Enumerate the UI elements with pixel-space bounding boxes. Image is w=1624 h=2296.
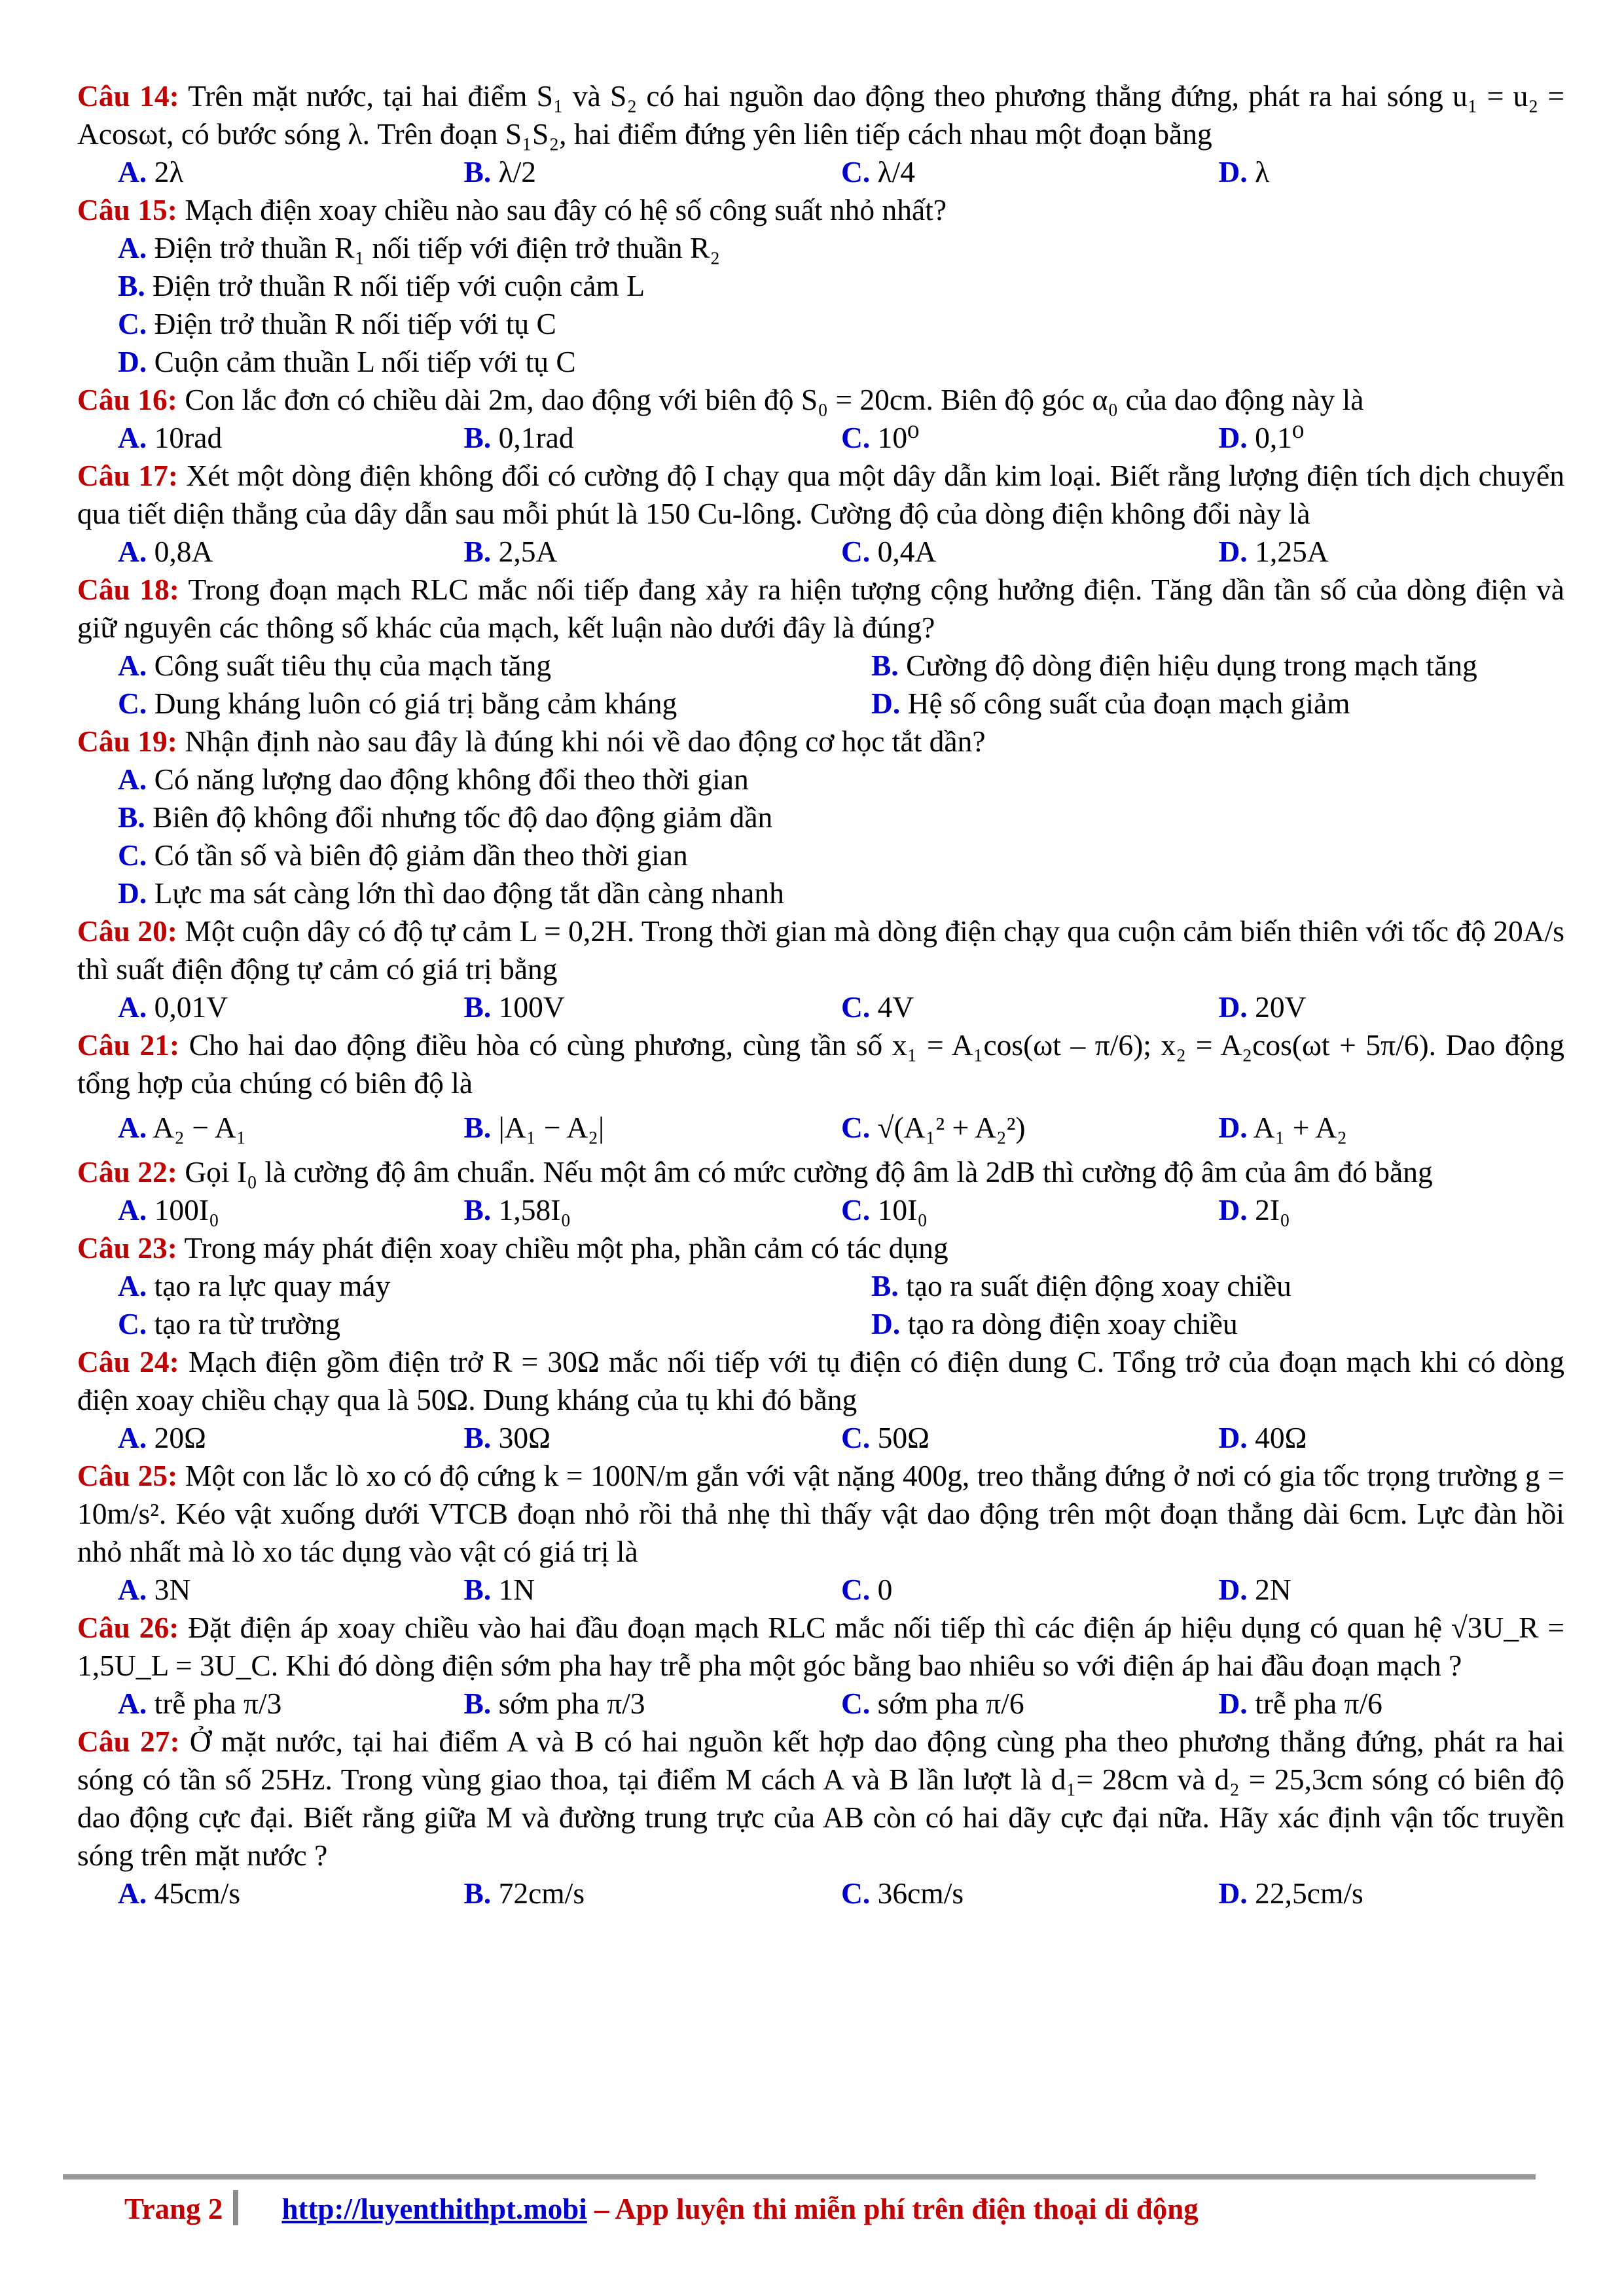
answer-option[interactable] [871,685,1350,723]
option-letter: D. [871,687,901,720]
question-text: Đặt điện áp xoay chiều vào hai đầu đoạn mạch RLC mắc nối tiếp thì các điện áp hiệu dụng có quan hệ √3U_R = 1,5U_L = 3U_C. Khi đó dòng điện sớm pha hay trễ pha một góc bằng bao nhiêu so với điện áp hai đầu đoạn mạch ? [77,1611,1564,1682]
answer-option[interactable] [118,533,463,571]
option-letter: D. [1218,421,1248,454]
question [77,77,1564,191]
answer-option[interactable] [463,1571,841,1609]
answer-option[interactable] [118,343,1564,381]
answer-option[interactable] [871,647,1477,685]
answer-option[interactable] [118,419,463,457]
option-text: 72cm/s [491,1876,585,1910]
option-letter: C. [118,1307,147,1340]
option-letter: B. [463,1193,492,1227]
option-text: 4V [870,990,914,1024]
option-text: 0,4A [870,535,937,568]
option-letter: C. [841,1111,871,1144]
answer-option[interactable] [118,685,871,723]
option-letter: D. [871,1307,901,1340]
option-letter: A. [118,990,147,1024]
option-text: Công suất tiêu thụ của mạch tăng [147,649,552,682]
option-letter: B. [463,1876,492,1910]
option-letter: B. [463,1111,492,1144]
option-letter: B. [118,800,145,834]
answer-option[interactable] [463,419,841,457]
answer-option[interactable] [118,798,1564,836]
answer-options [77,988,1564,1026]
answer-option[interactable] [118,1267,871,1305]
footer-tagline: – App luyện thi miễn phí trên điện thoại di động [586,2193,1199,2225]
question-text: Trong đoạn mạch RLC mắc nối tiếp đang xảy ra hiện tượng cộng hưởng điện. Tăng dần tần số của dòng điện và giữ nguyên các thông số khác của mạch, kết luận nào dưới đây là đúng? [77,573,1564,644]
option-text: Có tần số và biên độ giảm dần theo thời gian [147,838,688,872]
option-letter: C. [841,1687,871,1720]
option-text: √(A₁² + A₂²) [870,1111,1026,1144]
option-text: 0,1⁰ [1247,421,1305,454]
question-number: Câu 18: [77,573,179,606]
question-number: Câu 27: [77,1725,180,1758]
option-text: 1,58I₀ [491,1193,571,1227]
option-text: 22,5cm/s [1247,1876,1363,1910]
question [77,191,1564,381]
answer-option[interactable] [463,153,841,191]
answer-option[interactable] [1219,1102,1564,1153]
question-stem [77,1153,1564,1191]
option-letter: A. [118,1687,147,1720]
question [77,1457,1564,1609]
answer-options [77,1419,1564,1457]
answer-option[interactable] [871,1305,1238,1343]
answer-option[interactable] [118,988,463,1026]
option-text: A₂ − A₁ [147,1111,247,1144]
option-letter: D. [1218,1573,1248,1606]
option-letter: A. [118,762,147,796]
option-text: trễ pha π/3 [147,1687,282,1720]
option-text: 2,5A [491,535,558,568]
option-text: λ/4 [870,155,916,188]
option-text: tạo ra suất điện động xoay chiều [898,1269,1291,1302]
option-letter: C. [118,307,147,340]
answer-options [77,798,1564,836]
option-letter: C. [118,687,147,720]
option-text: 20V [1247,990,1307,1024]
answer-option[interactable] [463,988,841,1026]
answer-option[interactable] [118,836,1564,874]
question-list [77,77,1564,1912]
answer-option[interactable] [118,1102,463,1153]
option-text: A₁ + A₂ [1247,1111,1347,1144]
question-stem [77,77,1564,153]
option-letter: B. [871,1269,899,1302]
option-text: 2I₀ [1247,1193,1290,1227]
answer-options [77,1102,1564,1153]
option-letter: C. [841,535,871,568]
option-letter: B. [463,1573,492,1606]
footer-link[interactable]: http://luyenthithpt.mobi [281,2193,587,2225]
option-letter: A. [118,1573,147,1606]
question-text: Gọi I₀ là cường độ âm chuẩn. Nếu một âm có mức cường độ âm là 2dB thì cường độ âm của âm đó bằng [177,1155,1433,1189]
answer-option[interactable] [841,1191,1219,1229]
answer-option[interactable] [118,1419,463,1457]
option-text: 10⁰ [870,421,920,454]
question-stem [77,191,1564,229]
option-letter: A. [118,155,147,188]
option-text: Điện trở thuần R nối tiếp với tụ C [147,307,556,340]
option-text: 20Ω [147,1421,206,1454]
option-letter: A. [118,535,147,568]
option-letter: A. [118,1269,147,1302]
option-letter: B. [463,535,492,568]
answer-option[interactable] [841,988,1219,1026]
page-number: Trang 2 [124,2193,223,2225]
question-stem [77,912,1564,988]
answer-options [77,267,1564,305]
answer-option[interactable] [118,874,1564,912]
question [77,571,1564,723]
answer-option[interactable] [1219,1685,1564,1723]
option-letter: A. [118,421,147,454]
question-number: Câu 25: [77,1459,178,1492]
answer-options [77,229,1564,267]
answer-options [77,419,1564,457]
option-letter: D. [1218,155,1248,188]
answer-option[interactable] [118,1874,463,1912]
question-text: Con lắc đơn có chiều dài 2m, dao động với biên độ S₀ = 20cm. Biên độ góc α₀ của dao động này là [177,383,1364,416]
option-letter: C. [841,990,871,1024]
option-text: Cuộn cảm thuần L nối tiếp với tụ C [147,345,576,378]
option-text: Điện trở thuần R₁ nối tiếp với điện trở thuần R₂ [147,231,721,264]
option-text: 0,8A [147,535,213,568]
question-number: Câu 17: [77,459,178,492]
question-number: Câu 24: [77,1345,179,1378]
option-text: 10rad [147,421,223,454]
answer-option[interactable] [463,533,841,571]
answer-option[interactable] [118,1685,463,1723]
question [77,723,1564,912]
answer-options [77,1267,1564,1305]
option-text: 100I₀ [147,1193,219,1227]
option-text: tạo ra từ trường [147,1307,340,1340]
option-text: 2N [1247,1573,1291,1606]
option-letter: A. [118,1111,147,1144]
answer-options [77,647,1564,685]
option-letter: B. [463,421,492,454]
question [77,1723,1564,1912]
question-text: Một con lắc lò xo có độ cứng k = 100N/m gắn với vật nặng 400g, treo thẳng đứng ở nơi có gia tốc trọng trường g = 10m/s². Kéo vật xuống dưới VTCB đoạn nhỏ rồi thả nhẹ thì thấy vật dao động trên một đoạn thẳng dài 6cm. Lực đàn hồi nhỏ nhất mà lò xo tác dụng vào vật có giá trị là [77,1459,1564,1568]
option-letter: C. [841,421,871,454]
option-text: 2λ [147,155,184,188]
answer-options [77,153,1564,191]
question-stem [77,723,1564,761]
option-letter: D. [118,345,147,378]
option-letter: C. [118,838,147,872]
option-text: 36cm/s [870,1876,964,1910]
question-stem [77,1457,1564,1571]
answer-option[interactable] [1219,1571,1564,1609]
option-text: sớm pha π/6 [870,1687,1024,1720]
option-text: λ/2 [491,155,537,188]
option-letter: D. [1218,1111,1248,1144]
question-text: Cho hai dao động điều hòa có cùng phương, cùng tần số x₁ = A₁cos(ωt – π/6); x₂ = A₂cos(ωt + 5π/6). Dao động tổng hợp của chúng có biên độ là [77,1028,1564,1100]
answer-option[interactable] [118,1571,463,1609]
option-letter: A. [118,231,147,264]
option-text: 10I₀ [870,1193,928,1227]
answer-options [77,1571,1564,1609]
question-text: Trong máy phát điện xoay chiều một pha, phần cảm có tác dụng [177,1231,948,1265]
question [77,1229,1564,1343]
question-number: Câu 14: [77,79,179,113]
answer-options [77,874,1564,912]
option-text: tạo ra lực quay máy [147,1269,391,1302]
answer-option[interactable] [841,533,1219,571]
option-letter: A. [118,1193,147,1227]
question-number: Câu 20: [77,914,177,948]
question-text: Nhận định nào sau đây là đúng khi nói về dao động cơ học tắt dần? [177,725,986,758]
question-number: Câu 16: [77,383,177,416]
answer-option[interactable] [1219,533,1564,571]
option-text: Lực ma sát càng lớn thì dao động tắt dần càng nhanh [147,876,784,910]
answer-option[interactable] [1219,988,1564,1026]
answer-option[interactable] [463,1874,841,1912]
question [77,457,1564,571]
question-text: Ở mặt nước, tại hai điểm A và B có hai nguồn kết hợp dao động cùng pha theo phương thẳng đứng, phát ra hai sóng có tần số 25Hz. Trong vùng giao thoa, tại điểm M cách A và B lần lượt là d₁= 28cm và d₂ = 25,3cm sóng có biên độ dao động cực đại. Biết rằng giữa M và đường trung trực của AB còn có hai dãy cực đại nữa. Hãy xác định vận tốc truyền sóng trên mặt nước ? [77,1725,1564,1872]
question-number: Câu 21: [77,1028,180,1062]
answer-option[interactable] [118,1191,463,1229]
answer-option[interactable] [118,305,1564,343]
option-letter: B. [463,1687,492,1720]
answer-option[interactable] [841,1685,1219,1723]
option-text: 40Ω [1247,1421,1307,1454]
question-stem [77,1229,1564,1267]
question [77,1343,1564,1457]
option-letter: D. [118,876,147,910]
question-text: Mạch điện gồm điện trở R = 30Ω mắc nối tiếp với tụ điện có điện dung C. Tổng trở của đoạn mạch khi có dòng điện xoay chiều chạy qua là 50Ω. Dung kháng của tụ khi đó bằng [77,1345,1564,1416]
question [77,1609,1564,1723]
option-letter: C. [841,155,871,188]
option-text: Có năng lượng dao động không đổi theo thời gian [147,762,749,796]
option-text: 3N [147,1573,191,1606]
question-number: Câu 26: [77,1611,179,1644]
option-text: 1,25A [1247,535,1329,568]
option-letter: A. [118,1876,147,1910]
question-stem [77,1343,1564,1419]
answer-options [77,343,1564,381]
answer-options [77,1305,1564,1343]
option-text: 30Ω [491,1421,550,1454]
answer-option[interactable] [118,761,1564,798]
option-text: 0,1rad [491,421,574,454]
question [77,1026,1564,1153]
question [77,912,1564,1026]
option-text: 50Ω [870,1421,929,1454]
answer-option[interactable] [118,153,463,191]
option-letter: D. [1218,1687,1248,1720]
option-letter: B. [118,269,145,302]
option-letter: D. [1218,535,1248,568]
footer-separator [233,2190,238,2225]
option-text: |A₁ − A₂| [491,1111,605,1144]
answer-option[interactable] [463,1685,841,1723]
answer-option[interactable] [1219,1191,1564,1229]
option-letter: C. [841,1573,871,1606]
answer-options [77,533,1564,571]
question-stem [77,571,1564,647]
answer-options [77,1191,1564,1229]
question-number: Câu 15: [77,193,177,226]
answer-option[interactable] [118,229,1564,267]
answer-option[interactable] [118,647,871,685]
answer-option[interactable] [463,1419,841,1457]
option-letter: B. [463,990,492,1024]
option-letter: D. [1218,1193,1248,1227]
answer-options [77,1874,1564,1912]
option-text: Điện trở thuần R nối tiếp với cuộn cảm L [145,269,645,302]
question-stem [77,457,1564,533]
option-letter: A. [118,1421,147,1454]
answer-options [77,685,1564,723]
question-text: Mạch điện xoay chiều nào sau đây có hệ số công suất nhỏ nhất? [177,193,947,226]
answer-option[interactable] [1219,1419,1564,1457]
answer-option[interactable] [1219,153,1564,191]
option-text: Dung kháng luôn có giá trị bằng cảm kháng [147,687,677,720]
option-text: Cường độ dòng điện hiệu dụng trong mạch tăng [898,649,1477,682]
answer-option[interactable] [841,1874,1219,1912]
option-letter: D. [1218,990,1248,1024]
answer-option[interactable] [841,1102,1219,1153]
answer-option[interactable] [1219,419,1564,457]
answer-option[interactable] [463,1191,841,1229]
question-stem [77,1609,1564,1685]
option-text: 0 [870,1573,893,1606]
option-text: tạo ra dòng điện xoay chiều [900,1307,1238,1340]
option-letter: C. [841,1876,871,1910]
question-number: Câu 19: [77,725,177,758]
answer-options [77,305,1564,343]
option-text: 100V [491,990,565,1024]
question [77,1153,1564,1229]
answer-option[interactable] [1219,1874,1564,1912]
footer-divider [63,2174,1536,2179]
option-letter: D. [1218,1421,1248,1454]
answer-options [77,836,1564,874]
option-letter: B. [463,155,492,188]
question-number: Câu 23: [77,1231,177,1265]
option-letter: B. [463,1421,492,1454]
option-text: trễ pha π/6 [1247,1687,1382,1720]
option-letter: C. [841,1193,871,1227]
answer-options [77,761,1564,798]
question-text: Trên mặt nước, tại hai điểm S₁ và S₂ có hai nguồn dao động theo phương thẳng đứng, phát ra hai sóng u₁ = u₂ = Acosωt, có bước sóng λ. Trên đoạn S₁S₂, hai điểm đứng yên liên tiếp cách nhau một đoạn bằng [77,79,1564,151]
option-text: sớm pha π/3 [491,1687,645,1720]
option-letter: C. [841,1421,871,1454]
answer-options [77,1685,1564,1723]
option-text: λ [1247,155,1270,188]
answer-option[interactable] [841,153,1219,191]
answer-option[interactable] [118,267,1564,305]
option-letter: D. [1218,1876,1248,1910]
question [77,381,1564,457]
option-text: 0,01V [147,990,228,1024]
option-letter: B. [871,649,899,682]
question-stem [77,381,1564,419]
option-text: 45cm/s [147,1876,241,1910]
answer-option[interactable] [118,1305,871,1343]
option-letter: A. [118,649,147,682]
answer-option[interactable] [841,1419,1219,1457]
answer-option[interactable] [871,1267,1291,1305]
page-footer [124,2190,1199,2226]
answer-option[interactable] [463,1102,841,1153]
question-stem [77,1723,1564,1874]
answer-option[interactable] [841,419,1219,457]
option-text: Hệ số công suất của đoạn mạch giảm [900,687,1350,720]
question-text: Một cuộn dây có độ tự cảm L = 0,2H. Trong thời gian mà dòng điện chạy qua cuộn cảm biến thiên với tốc độ 20A/s thì suất điện động tự cảm có giá trị bằng [77,914,1564,986]
answer-option[interactable] [841,1571,1219,1609]
option-text: Biên độ không đổi nhưng tốc độ dao động giảm dần [145,800,773,834]
question-number: Câu 22: [77,1155,177,1189]
question-stem [77,1026,1564,1102]
question-text: Xét một dòng điện không đổi có cường độ I chạy qua một dây dẫn kim loại. Biết rằng lượng điện tích dịch chuyển qua tiết diện thẳng của dây dẫn sau mỗi phút là 150 Cu-lông. Cường độ của dòng điện không đổi này là [77,459,1564,530]
option-text: 1N [491,1573,535,1606]
